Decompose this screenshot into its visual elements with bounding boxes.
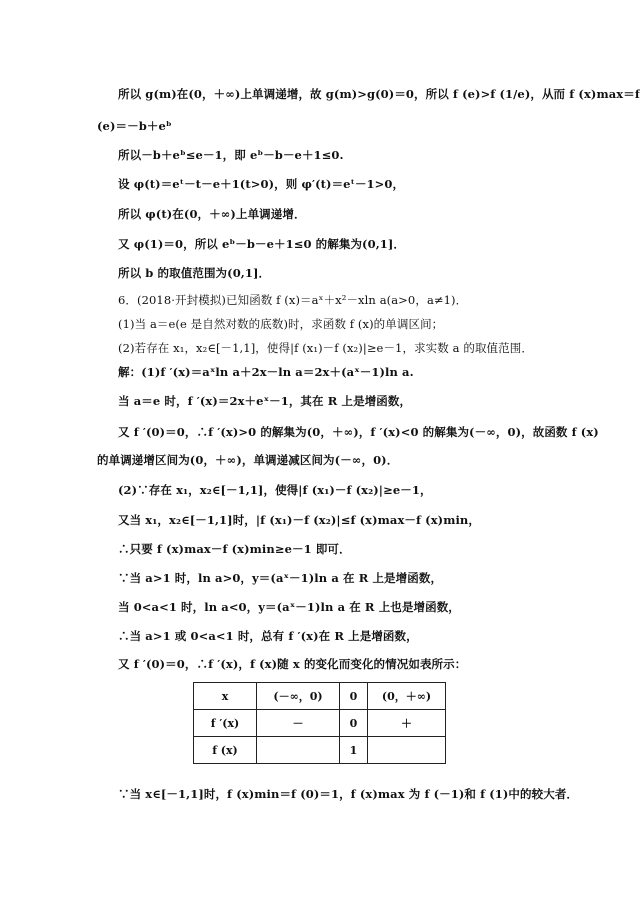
text-line: ∴只要 f (x)max－f (x)min≥e－1 即可． [118, 542, 351, 556]
text-line: 所以 b 的取值范围为(0,1]． [118, 266, 271, 280]
text-line: 解：(1)f ′(x)＝aˣln a＋2x－ln a＝2x＋(aˣ－1)ln a. [118, 365, 414, 379]
table-cell: 0 [340, 683, 368, 710]
table-cell: ＋ [368, 710, 446, 737]
text-line: (e)＝－b＋eᵇ [97, 119, 172, 133]
text-line: ∴当 a>1 或 0<a<1 时，总有 f ′(x)在 R 上是增函数， [118, 629, 418, 643]
table-cell: (－∞，0) [257, 683, 340, 710]
table-row [194, 737, 446, 764]
table-cell [368, 737, 446, 764]
text-line: ∵当 x∈[－1,1]时，f (x)min＝f (0)＝1，f (x)max 为 f (－1)和 f (1)中的较大者． [118, 787, 579, 801]
table-cell [257, 737, 340, 764]
problem-part-2: (2)若存在 x₁，x₂∈[－1,1]，使得|f (x₁)－f (x₂)|≥e－1，求实数 a 的取值范围． [118, 341, 533, 355]
text-line: 又 f ′(0)＝0，∴f ′(x)，f (x)随 x 的变化而变化的情况如表所示： [118, 657, 467, 671]
problem-statement: 6．(2018·开封模拟)已知函数 f (x)＝aˣ＋x²－xln a(a>0，a≠1)． [118, 293, 468, 307]
text-line: ∵当 a>1 时，ln a>0，y＝(aˣ－1)ln a 在 R 上是增函数， [118, 571, 443, 585]
text-line: 设 φ(t)＝eᵗ－t－e＋1(t>0)，则 φ′(t)＝eᵗ－1>0， [118, 177, 405, 191]
text-line: 又 φ(1)＝0，所以 eᵇ－b－e＋1≤0 的解集为(0,1]． [118, 237, 406, 251]
table-cell: 1 [340, 737, 368, 764]
table-cell: x [194, 683, 257, 710]
text-line: 所以－b＋eᵇ≤e－1，即 eᵇ－b－e＋1≤0. [118, 148, 344, 162]
variation-table [193, 682, 446, 764]
text-line: 当 a＝e 时，f ′(x)＝2x＋eˣ－1，其在 R 上是增函数， [118, 394, 412, 408]
text-line: (2)∵存在 x₁，x₂∈[－1,1]，使得|f (x₁)－f (x₂)|≥e－1， [118, 483, 432, 497]
text-line: 的单调递增区间为(0，＋∞)，单调递减区间为(－∞，0)． [97, 453, 399, 467]
table-cell: (0，＋∞) [368, 683, 446, 710]
text-line: 又当 x₁，x₂∈[－1,1]时，|f (x₁)－f (x₂)|≤f (x)max－f (x)min， [118, 513, 480, 527]
table-cell: f (x) [194, 737, 257, 764]
text-line: 当 0<a<1 时，ln a<0，y＝(aˣ－1)ln a 在 R 上也是增函数， [118, 600, 460, 614]
table-row [194, 683, 446, 710]
table-cell: f ′(x) [194, 710, 257, 737]
table-cell: 0 [340, 710, 368, 737]
table-row [194, 710, 446, 737]
text-line: 又 f ′(0)＝0，∴f ′(x)>0 的解集为(0，＋∞)，f ′(x)<0 的解集为(－∞，0)，故函数 f (x) [118, 425, 599, 439]
table-cell: － [257, 710, 340, 737]
text-line: 所以 g(m)在(0，＋∞)上单调递增，故 g(m)>g(0)＝0，所以 f (e)>f (1/e)，从而 f (x)max＝f [118, 87, 640, 101]
problem-part-1: (1)当 a＝e(e 是自然对数的底数)时，求函数 f (x)的单调区间； [118, 317, 444, 331]
text-line: 所以 φ(t)在(0，＋∞)上单调递增． [118, 207, 306, 221]
